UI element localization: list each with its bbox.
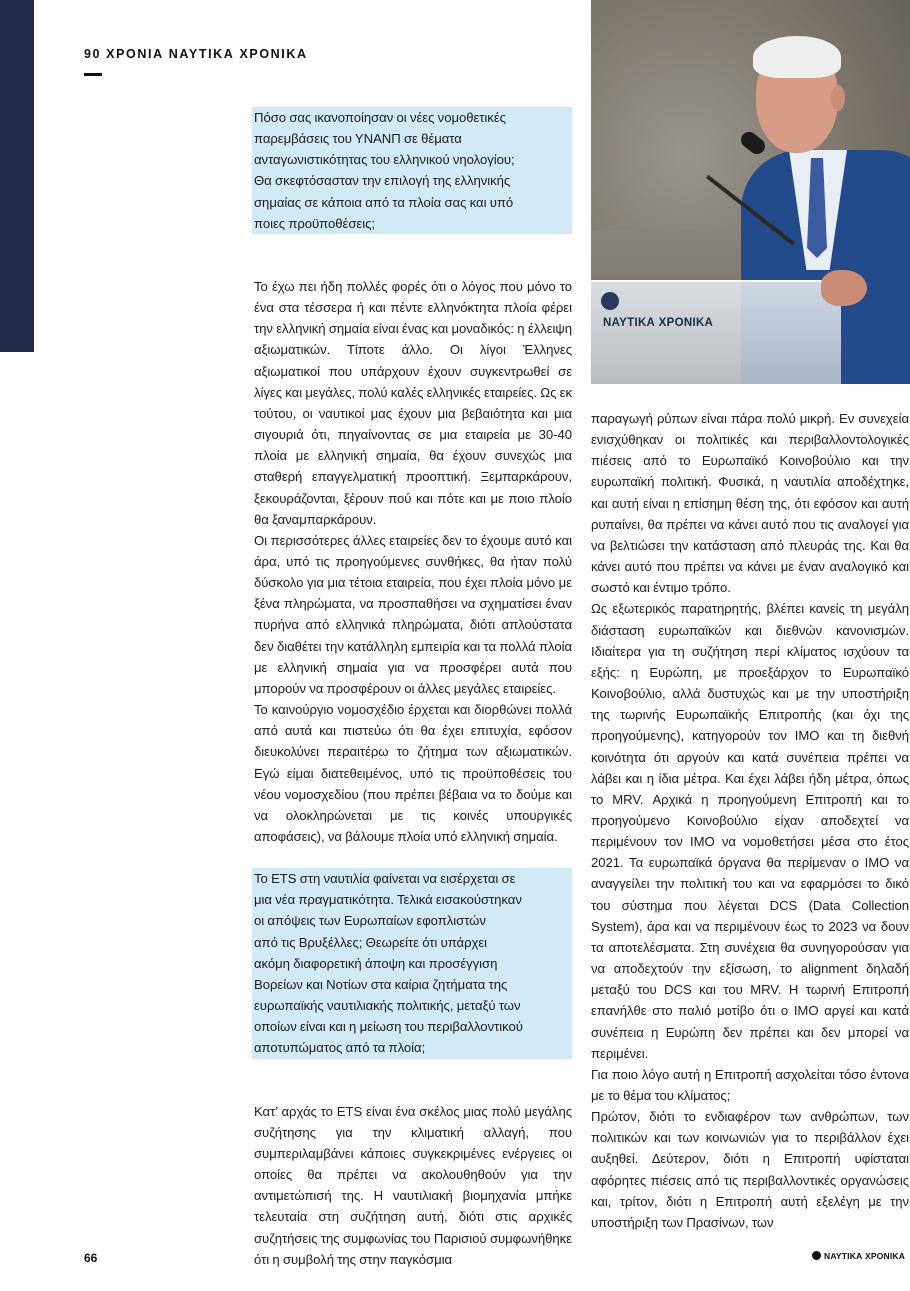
podium-brand: ΝΑΥΤΙΚΑ ΧΡΟΝΙΚΑ — [603, 317, 714, 329]
header-rule — [84, 73, 102, 76]
page-number: 66 — [84, 1251, 98, 1265]
question-1: Πόσο σας ικανοποίησαν οι νέες νομοθετικές παρεμβάσεις του ΥΝΑΝΠ σε θέματα ανταγωνιστικότητας του ελληνικού νηολογίου; Θα σκεφτόσασταν την επιλογή της ελληνικής σημαίας σε κάποια από τα πλοία σας και υπό ποιες προϋποθέσεις; — [252, 107, 572, 234]
brand-logo-icon — [812, 1251, 821, 1260]
brand-logo-icon — [601, 292, 619, 310]
answer-2-paragraph: Πρώτον, διότι το ενδιαφέρον των ανθρώπων, των πολιτικών και των κοινωνιών για το περιβάλλον έχει αυξηθεί. Δεύτερον, διότι η Επιτροπή υφίσταται αφόρητες πιέσεις από τις περιβαλλοντικές οργανώσεις και, τρίτον, διότι η Επιτροπή αυτή εξελέγη με την υποστήριξη των Πρασίνων, των — [591, 1109, 909, 1230]
answer-1-paragraph: Το έχω πει ήδη πολλές φορές ότι ο λόγος που μόνο το ένα στα τέσσερα ή και πέντε ελληνόκτητα πλοία φέρει την ελληνική σημαία είναι ένας και μοναδικός: η έλλειψη αξιωματικών. Τίποτε άλλο. Οι λίγοι Έλληνες αξιωματικοί που υπάρχουν έχουν συγκεντρωθεί σε λίγες και μεγάλες, πολύ καλές ελληνικές εταιρείες. Ως εκ τούτου, οι ναυτικοί μας έχουν μια βεβαιότητα και μια σιγουριά ότι, πηγαίνοντας σε μια εταιρεία με 30-40 πλοία με ελληνική σημαία, θα έχουν συνεχώς μια σταθερή επαγγελματική προοπτική. Ξεμπαρκάρουν, ξεκουράζονται, ξέρουν πού και πότε και με ποιο πλοίο θα ξαναμπαρκάρουν. — [254, 278, 572, 527]
answer-2-paragraph: Ως εξωτερικός παρατηρητής, βλέπει κανείς τη μεγάλη διάσταση ευρωπαϊκών και διεθνών κανονισμών. Ιδιαίτερα για τη συζήτηση περί κλίματος ισχύουν τα εξής: η Ευρώπη, με προεξάρχον το Ευρωπαϊκό Κοινοβούλιο, αλλά δυστυχώς και με την υποστήριξη της τωρινής Ευρωπαϊκής Επιτροπής (και όχι της προηγούμενης), κατηγορούν τον IMO και τη διεθνή κοινότητα ότι αργούν και κατά συνέπεια πρέπει να λάβει και η ίδια μέτρα. Και έχει λάβει ήδη μέτρα, όπως το MRV. Αρχικά η προηγούμενη Επιτροπή και το προηγούμενο Κοινοβούλιο είχαν αποδεχτεί να περιμένουν τον IMO να νομοθετήσει μέσα στο έτος 2021. Τα ευρωπαϊκά όργανα θα περίμεναν ο IMO να αναγγείλει την πολιτική του και να εφαρμόσει το δικό του σύστημα που λέγεται DCS (Data Collection System), άρα και να περιμένουν έως το 2023 να δουν τα αποτελέσματα. Στη συνέχεια θα συνηγορούσαν για να αποδεχτούν την εξίσωση, το alignment δηλαδή μεταξύ του DCS και του MRV. Η τωρινή Επιτροπή επανήλθε στο παλιό μοτίβο ότι ο IMO αργεί και κατά συνέπεια η Ευρώπη δεν πρέπει και δεν μπορεί να περιμένει. — [591, 601, 909, 1061]
footer-brand: ΝΑΥΤΙΚΑ ΧΡΟΝΙΚΑ — [812, 1251, 905, 1261]
question-2: Το ETS στη ναυτιλία φαίνεται να εισέρχεται σε μια νέα πραγματικότητα. Τελικά εισακούστηκαν οι απόψεις των Ευρωπαίων εφοπλιστών από τις Βρυξέλλες; Θεωρείτε ότι υπάρχει ακόμη διαφορετική άποψη και προσέγγιση Βορείων και Νοτίων στα καίρια ζητήματα της ευρωπαϊκής ναυτιλιακής πολιτικής, μεταξύ των οποίων είναι και η μείωση του περιβαλλοντικού αποτυπώματος από τα πλοία; — [252, 868, 572, 1058]
speaker-photo — [591, 0, 910, 384]
answer-2-paragraph: Κατ’ αρχάς το ETS είναι ένα σκέλος μιας πολύ μεγάλης συζήτησης για την κλιματική αλλαγή, που συμπεριλαμβάνει κάποιες συγκεκριμένες ενέργειες οι οποίες θα πρέπει να ακολουθηθούν για την αντιμετώπισή της. Η ναυτιλιακή βιομηχανία μπήκε τελευταία στη συζήτηση αυτή, διότι στις αρχικές συζητήσεις της συμφωνίας του Παρισιού συμφωνήθηκε ότι η συμβολή της στην παγκόσμια — [254, 1103, 572, 1267]
running-header: 90 ΧΡΟΝΙΑ ΝΑΥΤΙΚΑ ΧΡΟΝΙΚΑ — [84, 47, 308, 61]
side-accent-bar — [0, 0, 34, 352]
left-column — [254, 107, 572, 1270]
answer-2-continued: παραγωγή ρύπων είναι πάρα πολύ μικρή. Εν συνεχεία ενισχύθηκαν οι πολιτικές και περιβαλλοντολογικές πιέσεις από το Ευρωπαϊκό Κοινοβούλιο και την ευρωπαϊκή πολιτική. Φυσικά, η ναυτιλία αποδέχτηκε, και αυτή είναι η επίσημη θέση της, ότι εφόσον και αυτή ρυπαίνει, θα πρέπει να κάνει αυτό που τις αναλογεί για να βελτιώσει την κατάσταση από πλευράς της. Και θα κάνει αυτό που πρέπει να κάνει με έναν αναλογικό και σωστό και έντιμο τρόπο. — [591, 411, 909, 596]
answer-2-paragraph: Για ποιο λόγο αυτή η Επιτροπή ασχολείται τόσο έντονα με το θέμα του κλίματος; — [591, 1066, 909, 1103]
podium — [591, 280, 841, 384]
answer-1-paragraph: Το καινούργιο νομοσχέδιο έρχεται και διορθώνει πολλά από αυτά και πιστεύω ότι θα έχει επιτυχία, εφόσον διευκολύνει περαιτέρω το ζήτημα των αξιωματικών. Εγώ είμαι διατεθειμένος, υπό τις προϋποθέσεις του νέου νομοσχεδίου (που πρέπει βέβαια να το δούμε και να ολοκληρώνεται με τις κοινές υπουργικές αποφάσεις), να βάλουμε πλοία υπό ελληνική σημαία. — [254, 702, 572, 844]
right-column — [591, 408, 909, 1233]
answer-1-paragraph: Οι περισσότερες άλλες εταιρείες δεν το έχουμε αυτό και άρα, υπό τις προηγούμενες συνθήκες, θα ήταν πολύ δύσκολο για μια τέτοια εταιρεία, που έχει πλοία μόνο με ξένα πληρώματα, να προσπαθήσει να σχηματίσει έναν πυρήνα από ελληνικά πληρώματα, διότι απλούστατα δεν διαθέτει την κατάλληλη εμπειρία και τα πολλά πλοία με ελληνική σημαία για να προσφέρει αυτά που μπορούν να προσφέρουν οι άλλες μεγάλες εταιρείες. — [254, 532, 572, 696]
